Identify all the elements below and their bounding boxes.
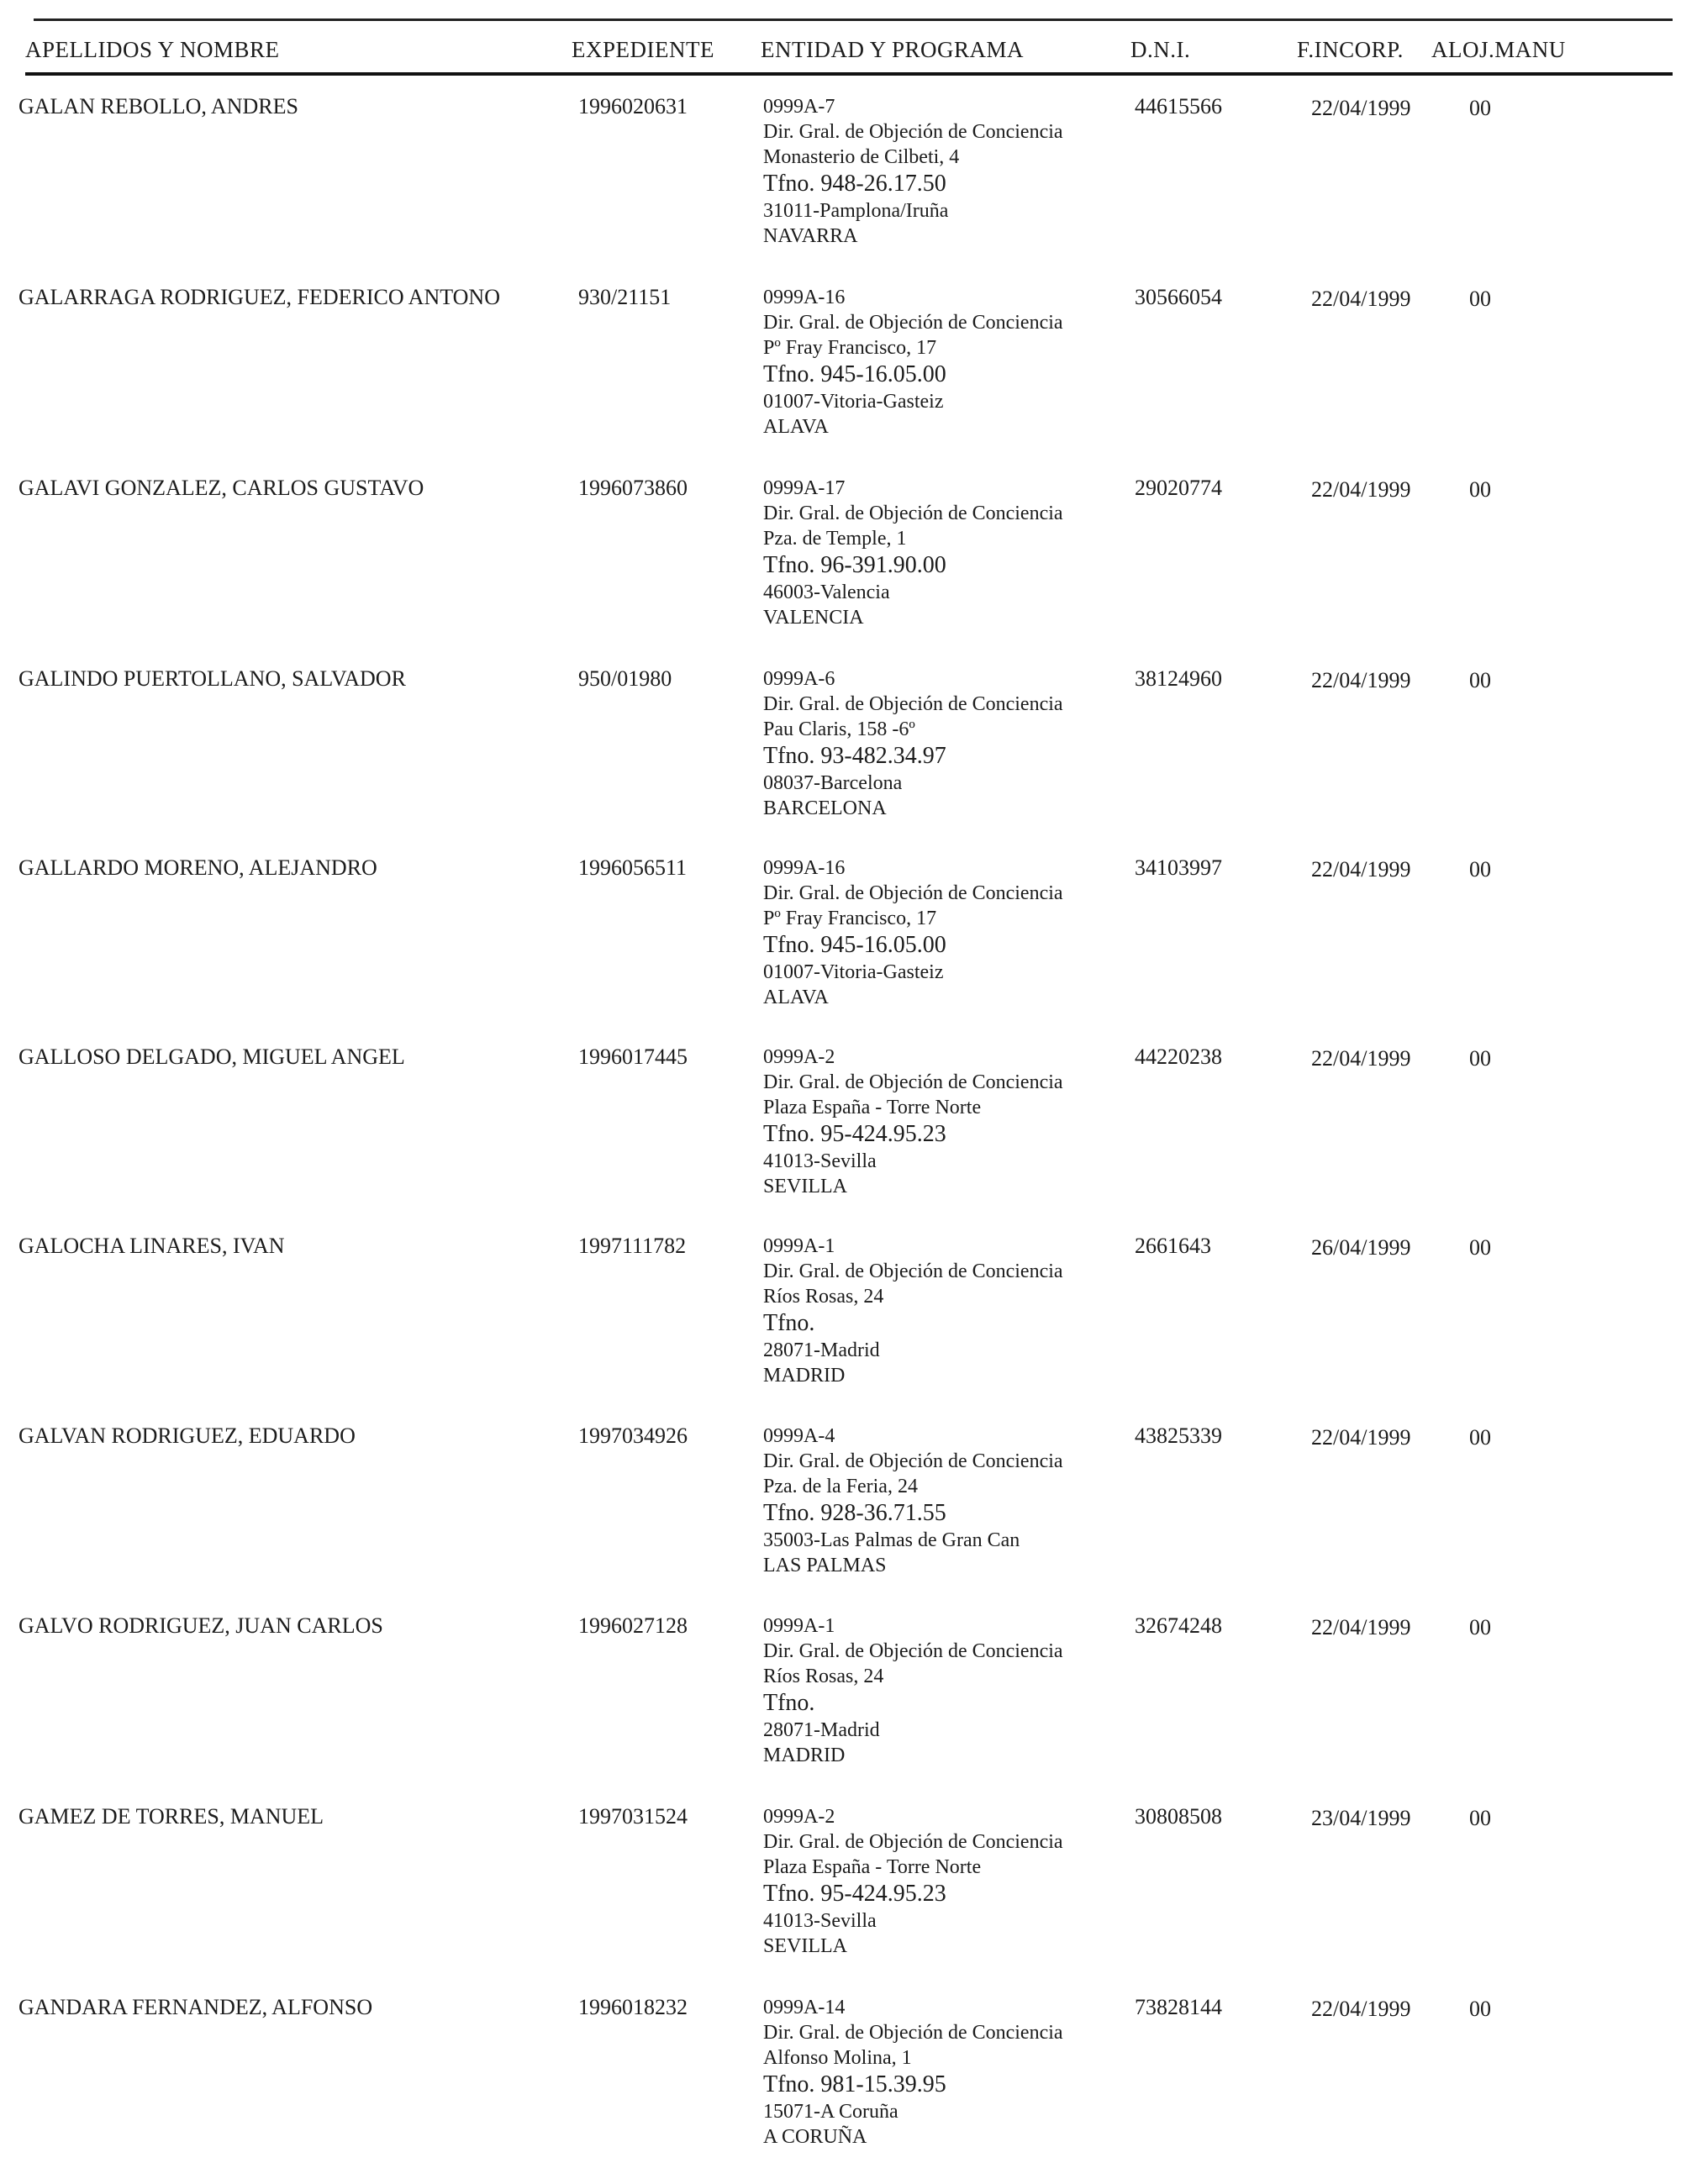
- record-tfno: Tfno. 945-16.05.00: [763, 361, 946, 387]
- record-provincia: A CORUÑA: [763, 2126, 867, 2148]
- record-programa: 0999A-6: [763, 668, 835, 690]
- record-name: GALVAN RODRIGUEZ, EDUARDO: [18, 1424, 356, 1448]
- record-entidad-name: Dir. Gral. de Objeción de Conciencia: [763, 1260, 1063, 1282]
- record-dni: 32674248: [1135, 1613, 1222, 1638]
- record-provincia: ALAVA: [763, 416, 829, 438]
- record-aloj: 00: [1469, 1806, 1491, 1830]
- record-f-incorp: 23/04/1999: [1311, 1806, 1411, 1830]
- record-entidad: [763, 94, 1063, 249]
- record-dni: 38124960: [1135, 666, 1222, 691]
- record-expediente: 1996073860: [578, 476, 688, 500]
- record-provincia: MADRID: [763, 1365, 846, 1387]
- record-tfno: Tfno.: [763, 1310, 815, 1336]
- record-direccion: Pº Fray Francisco, 17: [763, 908, 937, 929]
- record-programa: 0999A-7: [763, 96, 835, 118]
- record-provincia: ALAVA: [763, 987, 829, 1008]
- record-entidad: [763, 855, 1063, 1010]
- record-provincia: SEVILLA: [763, 1176, 847, 1197]
- record-cp-ciudad: 35003-Las Palmas de Gran Can: [763, 1529, 1020, 1551]
- record-entidad-name: Dir. Gral. de Objeción de Conciencia: [763, 2022, 1063, 2044]
- record-f-incorp: 22/04/1999: [1311, 1997, 1411, 2021]
- record-tfno: Tfno. 96-391.90.00: [763, 552, 946, 578]
- record-entidad: [763, 1234, 1063, 1388]
- record-name: GALVO RODRIGUEZ, JUAN CARLOS: [18, 1613, 383, 1638]
- record-row: [0, 476, 1681, 665]
- record-expediente: 1996018232: [578, 1995, 688, 2019]
- record-name: GANDARA FERNANDEZ, ALFONSO: [18, 1995, 373, 2019]
- record-cp-ciudad: 28071-Madrid: [763, 1339, 880, 1361]
- record-f-incorp: 22/04/1999: [1311, 668, 1411, 692]
- record-name: GALLARDO MORENO, ALEJANDRO: [18, 855, 377, 880]
- record-tfno: Tfno. 981-15.39.95: [763, 2071, 946, 2097]
- record-expediente: 1996017445: [578, 1045, 688, 1069]
- record-name: GALLOSO DELGADO, MIGUEL ANGEL: [18, 1045, 405, 1069]
- record-programa: 0999A-14: [763, 1997, 846, 2018]
- record-f-incorp: 22/04/1999: [1311, 477, 1411, 502]
- record-programa: 0999A-1: [763, 1235, 835, 1257]
- record-cp-ciudad: 41013-Sevilla: [763, 1150, 877, 1172]
- record-f-incorp: 22/04/1999: [1311, 1046, 1411, 1071]
- record-direccion: Pza. de Temple, 1: [763, 528, 907, 550]
- record-dni: 29020774: [1135, 476, 1222, 500]
- record-aloj: 00: [1469, 668, 1491, 692]
- record-entidad-name: Dir. Gral. de Objeción de Conciencia: [763, 121, 1063, 143]
- record-direccion: Pza. de la Feria, 24: [763, 1476, 918, 1497]
- record-row: [0, 1424, 1681, 1613]
- record-expediente: 950/01980: [578, 666, 672, 691]
- record-aloj: 00: [1469, 287, 1491, 311]
- record-entidad: [763, 1804, 1063, 1959]
- record-row: [0, 1613, 1681, 1802]
- record-expediente: 1996020631: [578, 94, 688, 118]
- record-aloj: 00: [1469, 477, 1491, 502]
- record-entidad-name: Dir. Gral. de Objeción de Conciencia: [763, 1071, 1063, 1093]
- record-provincia: MADRID: [763, 1745, 846, 1766]
- record-programa: 0999A-2: [763, 1046, 835, 1068]
- record-aloj: 00: [1469, 1046, 1491, 1071]
- record-programa: 0999A-16: [763, 857, 846, 879]
- record-tfno: Tfno. 95-424.95.23: [763, 1881, 946, 1907]
- record-row: [0, 1804, 1681, 1993]
- record-cp-ciudad: 15071-A Coruña: [763, 2101, 898, 2123]
- record-aloj: 00: [1469, 1997, 1491, 2021]
- record-expediente: 1997031524: [578, 1804, 688, 1829]
- header-aloj: ALOJ.MANU: [1431, 37, 1566, 62]
- record-programa: 0999A-1: [763, 1615, 835, 1637]
- record-dni: 30566054: [1135, 285, 1222, 309]
- record-provincia: SEVILLA: [763, 1935, 847, 1957]
- record-row: [0, 1234, 1681, 1423]
- record-entidad-name: Dir. Gral. de Objeción de Conciencia: [763, 1450, 1063, 1472]
- record-tfno: Tfno. 945-16.05.00: [763, 932, 946, 958]
- record-tfno: Tfno. 95-424.95.23: [763, 1121, 946, 1147]
- record-cp-ciudad: 46003-Valencia: [763, 582, 890, 603]
- record-entidad: [763, 476, 1063, 630]
- record-aloj: 00: [1469, 1425, 1491, 1450]
- record-dni: 44615566: [1135, 94, 1222, 118]
- record-entidad: [763, 1613, 1063, 1768]
- record-row: [0, 285, 1681, 474]
- record-entidad-name: Dir. Gral. de Objeción de Conciencia: [763, 882, 1063, 904]
- record-dni: 2661643: [1135, 1234, 1211, 1258]
- record-expediente: 930/21151: [578, 285, 672, 309]
- record-tfno: Tfno. 93-482.34.97: [763, 743, 946, 769]
- record-entidad: [763, 1045, 1063, 1199]
- record-entidad-name: Dir. Gral. de Objeción de Conciencia: [763, 1831, 1063, 1853]
- record-row: [0, 855, 1681, 1045]
- record-provincia: LAS PALMAS: [763, 1555, 887, 1576]
- record-dni: 44220238: [1135, 1045, 1222, 1069]
- record-direccion: Monasterio de Cilbeti, 4: [763, 146, 960, 168]
- record-expediente: 1996056511: [578, 855, 688, 880]
- record-f-incorp: 22/04/1999: [1311, 857, 1411, 881]
- record-row: [0, 1995, 1681, 2184]
- record-tfno: Tfno.: [763, 1690, 815, 1716]
- record-provincia: BARCELONA: [763, 797, 887, 819]
- header-dni: D.N.I.: [1130, 37, 1191, 62]
- record-f-incorp: 22/04/1999: [1311, 287, 1411, 311]
- record-f-incorp: 26/04/1999: [1311, 1235, 1411, 1260]
- record-dni: 34103997: [1135, 855, 1222, 880]
- header-expediente: EXPEDIENTE: [572, 37, 714, 62]
- header-name: APELLIDOS Y NOMBRE: [25, 37, 280, 62]
- record-entidad: [763, 285, 1063, 439]
- record-dni: 30808508: [1135, 1804, 1222, 1829]
- record-entidad: [763, 1424, 1063, 1578]
- record-direccion: Ríos Rosas, 24: [763, 1666, 884, 1687]
- record-row: [0, 1045, 1681, 1234]
- record-cp-ciudad: 41013-Sevilla: [763, 1910, 877, 1932]
- record-direccion: Pau Claris, 158 -6º: [763, 718, 915, 740]
- record-programa: 0999A-17: [763, 477, 846, 499]
- record-f-incorp: 22/04/1999: [1311, 1425, 1411, 1450]
- record-name: GAMEZ DE TORRES, MANUEL: [18, 1804, 324, 1829]
- record-name: GALAVI GONZALEZ, CARLOS GUSTAVO: [18, 476, 424, 500]
- record-name: GALINDO PUERTOLLANO, SALVADOR: [18, 666, 406, 691]
- record-entidad-name: Dir. Gral. de Objeción de Conciencia: [763, 312, 1063, 334]
- record-expediente: 1996027128: [578, 1613, 688, 1638]
- record-programa: 0999A-16: [763, 287, 846, 308]
- record-row: [0, 94, 1681, 283]
- record-aloj: 00: [1469, 96, 1491, 120]
- record-name: GALARRAGA RODRIGUEZ, FEDERICO ANTONO: [18, 285, 500, 309]
- record-expediente: 1997111782: [578, 1234, 687, 1258]
- record-entidad-name: Dir. Gral. de Objeción de Conciencia: [763, 503, 1063, 524]
- record-direccion: Alfonso Molina, 1: [763, 2047, 912, 2069]
- record-entidad-name: Dir. Gral. de Objeción de Conciencia: [763, 693, 1063, 715]
- record-aloj: 00: [1469, 1235, 1491, 1260]
- record-direccion: Ríos Rosas, 24: [763, 1286, 884, 1308]
- record-aloj: 00: [1469, 857, 1491, 881]
- record-cp-ciudad: 31011-Pamplona/Iruña: [763, 200, 949, 222]
- record-expediente: 1997034926: [578, 1424, 688, 1448]
- record-programa: 0999A-4: [763, 1425, 835, 1447]
- record-entidad-name: Dir. Gral. de Objeción de Conciencia: [763, 1640, 1063, 1662]
- record-direccion: Plaza España - Torre Norte: [763, 1856, 982, 1878]
- header-f-incorp: F.INCORP.: [1297, 37, 1404, 62]
- record-row: [0, 666, 1681, 855]
- record-cp-ciudad: 28071-Madrid: [763, 1719, 880, 1741]
- record-direccion: Plaza España - Torre Norte: [763, 1097, 982, 1118]
- record-direccion: Pº Fray Francisco, 17: [763, 337, 937, 359]
- record-tfno: Tfno. 928-36.71.55: [763, 1500, 946, 1526]
- record-name: GALOCHA LINARES, IVAN: [18, 1234, 285, 1258]
- record-aloj: 00: [1469, 1615, 1491, 1639]
- record-entidad: [763, 666, 1063, 821]
- record-provincia: VALENCIA: [763, 607, 864, 629]
- record-dni: 73828144: [1135, 1995, 1222, 2019]
- record-dni: 43825339: [1135, 1424, 1222, 1448]
- record-cp-ciudad: 08037-Barcelona: [763, 772, 903, 794]
- record-programa: 0999A-2: [763, 1806, 835, 1828]
- record-tfno: Tfno. 948-26.17.50: [763, 171, 946, 197]
- record-cp-ciudad: 01007-Vitoria-Gasteiz: [763, 961, 944, 983]
- record-name: GALAN REBOLLO, ANDRES: [18, 94, 298, 118]
- record-f-incorp: 22/04/1999: [1311, 1615, 1411, 1639]
- record-cp-ciudad: 01007-Vitoria-Gasteiz: [763, 391, 944, 413]
- record-entidad: [763, 1995, 1063, 2150]
- record-f-incorp: 22/04/1999: [1311, 96, 1411, 120]
- record-provincia: NAVARRA: [763, 225, 858, 247]
- header-entidad: ENTIDAD Y PROGRAMA: [761, 37, 1025, 62]
